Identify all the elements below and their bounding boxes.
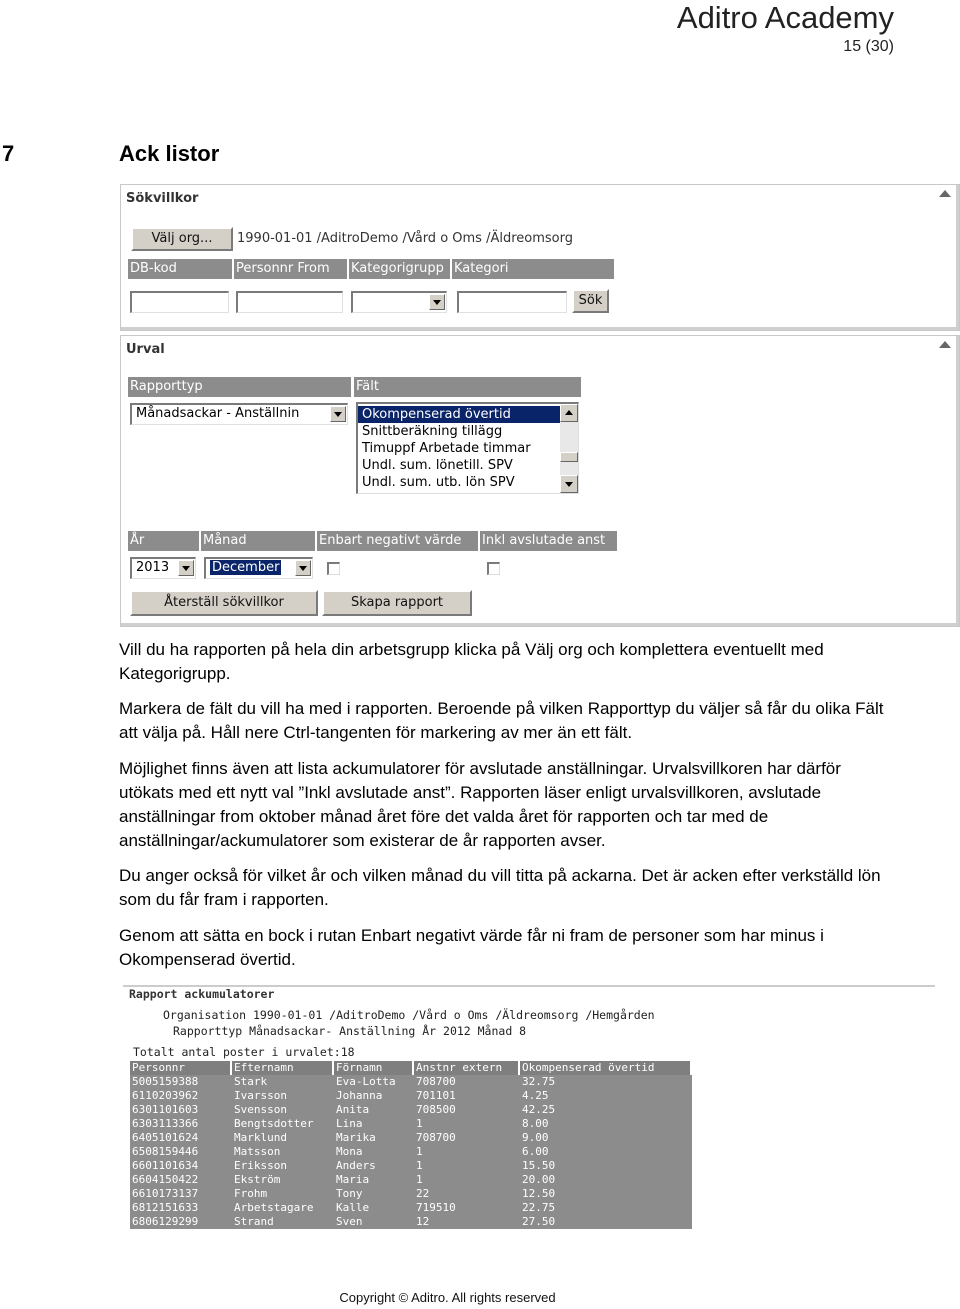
field-option[interactable]: Okompenserad övertid: [358, 406, 560, 423]
report-table-row: [130, 1075, 691, 1089]
report-table-row: [130, 1187, 691, 1201]
report-table-cell: 708700: [413, 1131, 519, 1145]
personnr-from-input[interactable]: [236, 291, 343, 313]
report-table-cell: 701101: [413, 1089, 519, 1103]
kategori-input[interactable]: [457, 291, 567, 313]
report-table-cell: Sven: [333, 1215, 413, 1229]
report-table-cell: Lina: [333, 1117, 413, 1131]
report-table-cell: Arbetstagare: [231, 1201, 333, 1215]
report-table-cell: 22.75: [519, 1201, 691, 1215]
year-select[interactable]: [130, 557, 196, 579]
paragraph-year-month: Du anger också för vilket år och vilken månad du vill titta på ackarna. Det är acken efter verkställd lön som du får fram i rapporten.: [119, 866, 881, 909]
report-table-cell: 1: [413, 1159, 519, 1173]
choose-org-button[interactable]: Välj org...: [131, 227, 233, 251]
report-table-cell: 6303113366: [130, 1117, 231, 1131]
report-table-cell: 6508159446: [130, 1145, 231, 1159]
chevron-down-icon[interactable]: [295, 560, 311, 576]
fields-listbox[interactable]: [356, 402, 579, 494]
fields-scrollbar[interactable]: [560, 404, 578, 493]
report-table-cell: Kalle: [333, 1201, 413, 1215]
chevron-down-icon[interactable]: [178, 560, 194, 576]
report-table-cell: Eva-Lotta: [333, 1075, 413, 1089]
report-table-cell: 1: [413, 1117, 519, 1131]
kategorigrupp-select[interactable]: [351, 291, 447, 313]
collapse-up-icon[interactable]: [939, 190, 951, 197]
report-table-header: [130, 1061, 691, 1075]
column-header-db-code: DB-kod: [128, 259, 232, 279]
report-table-cell: 708700: [413, 1075, 519, 1089]
org-path: 1990-01-01 /AditroDemo /Vård o Oms /Äldreomsorg: [237, 231, 573, 246]
report-table-row: [130, 1131, 691, 1145]
report-table-row: [130, 1117, 691, 1131]
report-organisation-line: Organisation 1990-01-01 /AditroDemo /Vård o Oms /Äldreomsorg /Hemgården: [163, 1008, 655, 1022]
report-table-cell: Ivarsson: [231, 1089, 333, 1103]
report-table-cell: Anders: [333, 1159, 413, 1173]
column-header-fields: Fält: [354, 377, 581, 397]
create-report-button[interactable]: Skapa rapport: [322, 590, 472, 616]
report-table-row: [130, 1215, 691, 1229]
report-table-cell: 6806129299: [130, 1215, 231, 1229]
report-type-line: Rapporttyp Månadsackar- Anställning År 2012 Månad 8: [173, 1024, 527, 1038]
collapse-up-icon[interactable]: [939, 341, 951, 348]
report-table-cell: 4.25: [519, 1089, 691, 1103]
field-option[interactable]: Snittberäkning tillägg: [362, 424, 503, 439]
search-button[interactable]: Sök: [572, 289, 609, 313]
selection-panel-title: Urval: [126, 342, 165, 357]
report-table-cell: 9.00: [519, 1131, 691, 1145]
field-option[interactable]: Timuppf Arbetade timmar: [362, 441, 531, 456]
report-table-cell: 1: [413, 1145, 519, 1159]
search-criteria-panel: [120, 184, 960, 331]
report-table-cell: 12.50: [519, 1187, 691, 1201]
footer-copyright: Copyright © Aditro. All rights reserved: [339, 1290, 556, 1305]
report-table-cell: 6812151633: [130, 1201, 231, 1215]
report-table: [130, 1061, 692, 1229]
report-column-header: Personnr: [130, 1061, 231, 1075]
report-table-cell: 6301101603: [130, 1103, 231, 1117]
section-number: 7: [2, 141, 15, 166]
report-column-header: Okompenserad övertid: [519, 1061, 691, 1075]
report-title: Rapport ackumulatorer: [129, 987, 275, 1001]
report-total-line: Totalt antal poster i urvalet:18: [133, 1045, 355, 1059]
report-table-cell: Tony: [333, 1187, 413, 1201]
report-table-cell: 1: [413, 1173, 519, 1187]
report-table-cell: 6110203962: [130, 1089, 231, 1103]
report-table-cell: Bengtsdotter: [231, 1117, 333, 1131]
paragraph-choose-org: Vill du ha rapporten på hela din arbetsgrupp klicka på Välj org och komplettera eventuellt med Kategorigrupp.: [119, 640, 824, 683]
report-table-cell: Strand: [231, 1215, 333, 1229]
report-column-header: Efternamn: [231, 1061, 333, 1075]
include-ended-checkbox[interactable]: [487, 562, 500, 575]
report-table-cell: 6.00: [519, 1145, 691, 1159]
report-table-cell: Marklund: [231, 1131, 333, 1145]
report-table-cell: 6601101634: [130, 1159, 231, 1173]
report-table-cell: 8.00: [519, 1117, 691, 1131]
report-table-cell: Anita: [333, 1103, 413, 1117]
field-option[interactable]: Undl. sum. lönetill. SPV: [362, 458, 513, 473]
report-table-cell: 22: [413, 1187, 519, 1201]
fields-list: [358, 406, 560, 491]
document-header-title: Aditro Academy: [676, 0, 894, 35]
negative-only-checkbox[interactable]: [327, 562, 340, 575]
column-header-include-ended: Inkl avslutade anst: [480, 531, 617, 551]
report-column-header: Förnamn: [333, 1061, 413, 1075]
column-header-kategorigrupp: Kategorigrupp: [349, 259, 450, 279]
report-table-cell: 6604150422: [130, 1173, 231, 1187]
search-panel-title: Sökvillkor: [126, 191, 199, 206]
report-table-row: [130, 1089, 691, 1103]
report-table-cell: 12: [413, 1215, 519, 1229]
month-select[interactable]: [204, 557, 313, 579]
column-header-report-type: Rapporttyp: [128, 377, 351, 397]
report-table-row: [130, 1145, 691, 1159]
column-header-month: Månad: [201, 531, 315, 551]
report-table-row: [130, 1159, 691, 1173]
column-header-year: År: [128, 531, 199, 551]
report-table-cell: 708500: [413, 1103, 519, 1117]
report-table-cell: 32.75: [519, 1075, 691, 1089]
paragraph-negative-value: Genom att sätta en bock i rutan Enbart negativt värde får ni fram de personer som har minus i Okompenserad övertid.: [119, 926, 824, 969]
report-table-cell: Johanna: [333, 1089, 413, 1103]
report-type-select-value: Månadsackar - Anställnin: [136, 406, 300, 421]
month-select-value: December: [212, 560, 280, 575]
report-table-body: [130, 1075, 691, 1229]
report-table-cell: Mona: [333, 1145, 413, 1159]
chevron-down-icon[interactable]: [429, 294, 445, 310]
paragraph-mark-fields: Markera de fält du vill ha med i rapporten. Beroende på vilken Rapporttyp du väljer så får du olika Fält att välja på. Håll nere Ctrl-tangenten för markering av mer än ett fält.: [119, 699, 884, 742]
report-table-cell: Svensson: [231, 1103, 333, 1117]
report-table-row: [130, 1103, 691, 1117]
db-code-input[interactable]: [130, 291, 229, 313]
report-table-cell: Marika: [333, 1131, 413, 1145]
report-table-cell: Ekström: [231, 1173, 333, 1187]
report-type-select[interactable]: [130, 403, 348, 425]
report-table-cell: Stark: [231, 1075, 333, 1089]
column-header-kategori: Kategori: [452, 259, 614, 279]
year-select-value: 2013: [136, 560, 170, 575]
column-header-personnr-from: Personnr From: [234, 259, 347, 279]
report-table-cell: Eriksson: [231, 1159, 333, 1173]
reset-criteria-button[interactable]: Återställ sökvillkor: [130, 590, 318, 616]
report-table-cell: Matsson: [231, 1145, 333, 1159]
report-table-cell: 6405101624: [130, 1131, 231, 1145]
scroll-thumb[interactable]: [560, 452, 578, 462]
scroll-up-icon[interactable]: [560, 404, 578, 422]
report-table-cell: 42.25: [519, 1103, 691, 1117]
chevron-down-icon[interactable]: [330, 406, 346, 422]
selection-panel: [120, 335, 960, 627]
report-column-header: Anstnr extern: [413, 1061, 519, 1075]
report-table-row: [130, 1201, 691, 1215]
report-table-cell: 6610173137: [130, 1187, 231, 1201]
report-table-cell: 27.50: [519, 1215, 691, 1229]
field-option[interactable]: Undl. sum. utb. lön SPV: [362, 475, 515, 490]
report-table-cell: Frohm: [231, 1187, 333, 1201]
paragraph-ended-employments: Möjlighet finns även att lista ackumulatorer för avslutade anställningar. Urvalsvillkoren har därför utökats med ett nytt val ”Inkl avslutade anst”. Rapporten läser enligt urvalsvillkoren, avslutade anställningar from oktober månad året före det valda året för rapporten och tar med de anställningar/ackumulatorer som existerar de år rapporten avser.: [119, 759, 841, 850]
report-table-cell: 719510: [413, 1201, 519, 1215]
page-number: 15 (30): [843, 38, 894, 55]
report-table-cell: 5005159388: [130, 1075, 231, 1089]
report-table-cell: 20.00: [519, 1173, 691, 1187]
scroll-down-icon[interactable]: [560, 475, 578, 493]
section-title: Ack listor: [119, 141, 220, 166]
report-table-cell: 15.50: [519, 1159, 691, 1173]
report-table-row: [130, 1173, 691, 1187]
report-table-cell: Maria: [333, 1173, 413, 1187]
column-header-negative-only: Enbart negativt värde: [317, 531, 478, 551]
